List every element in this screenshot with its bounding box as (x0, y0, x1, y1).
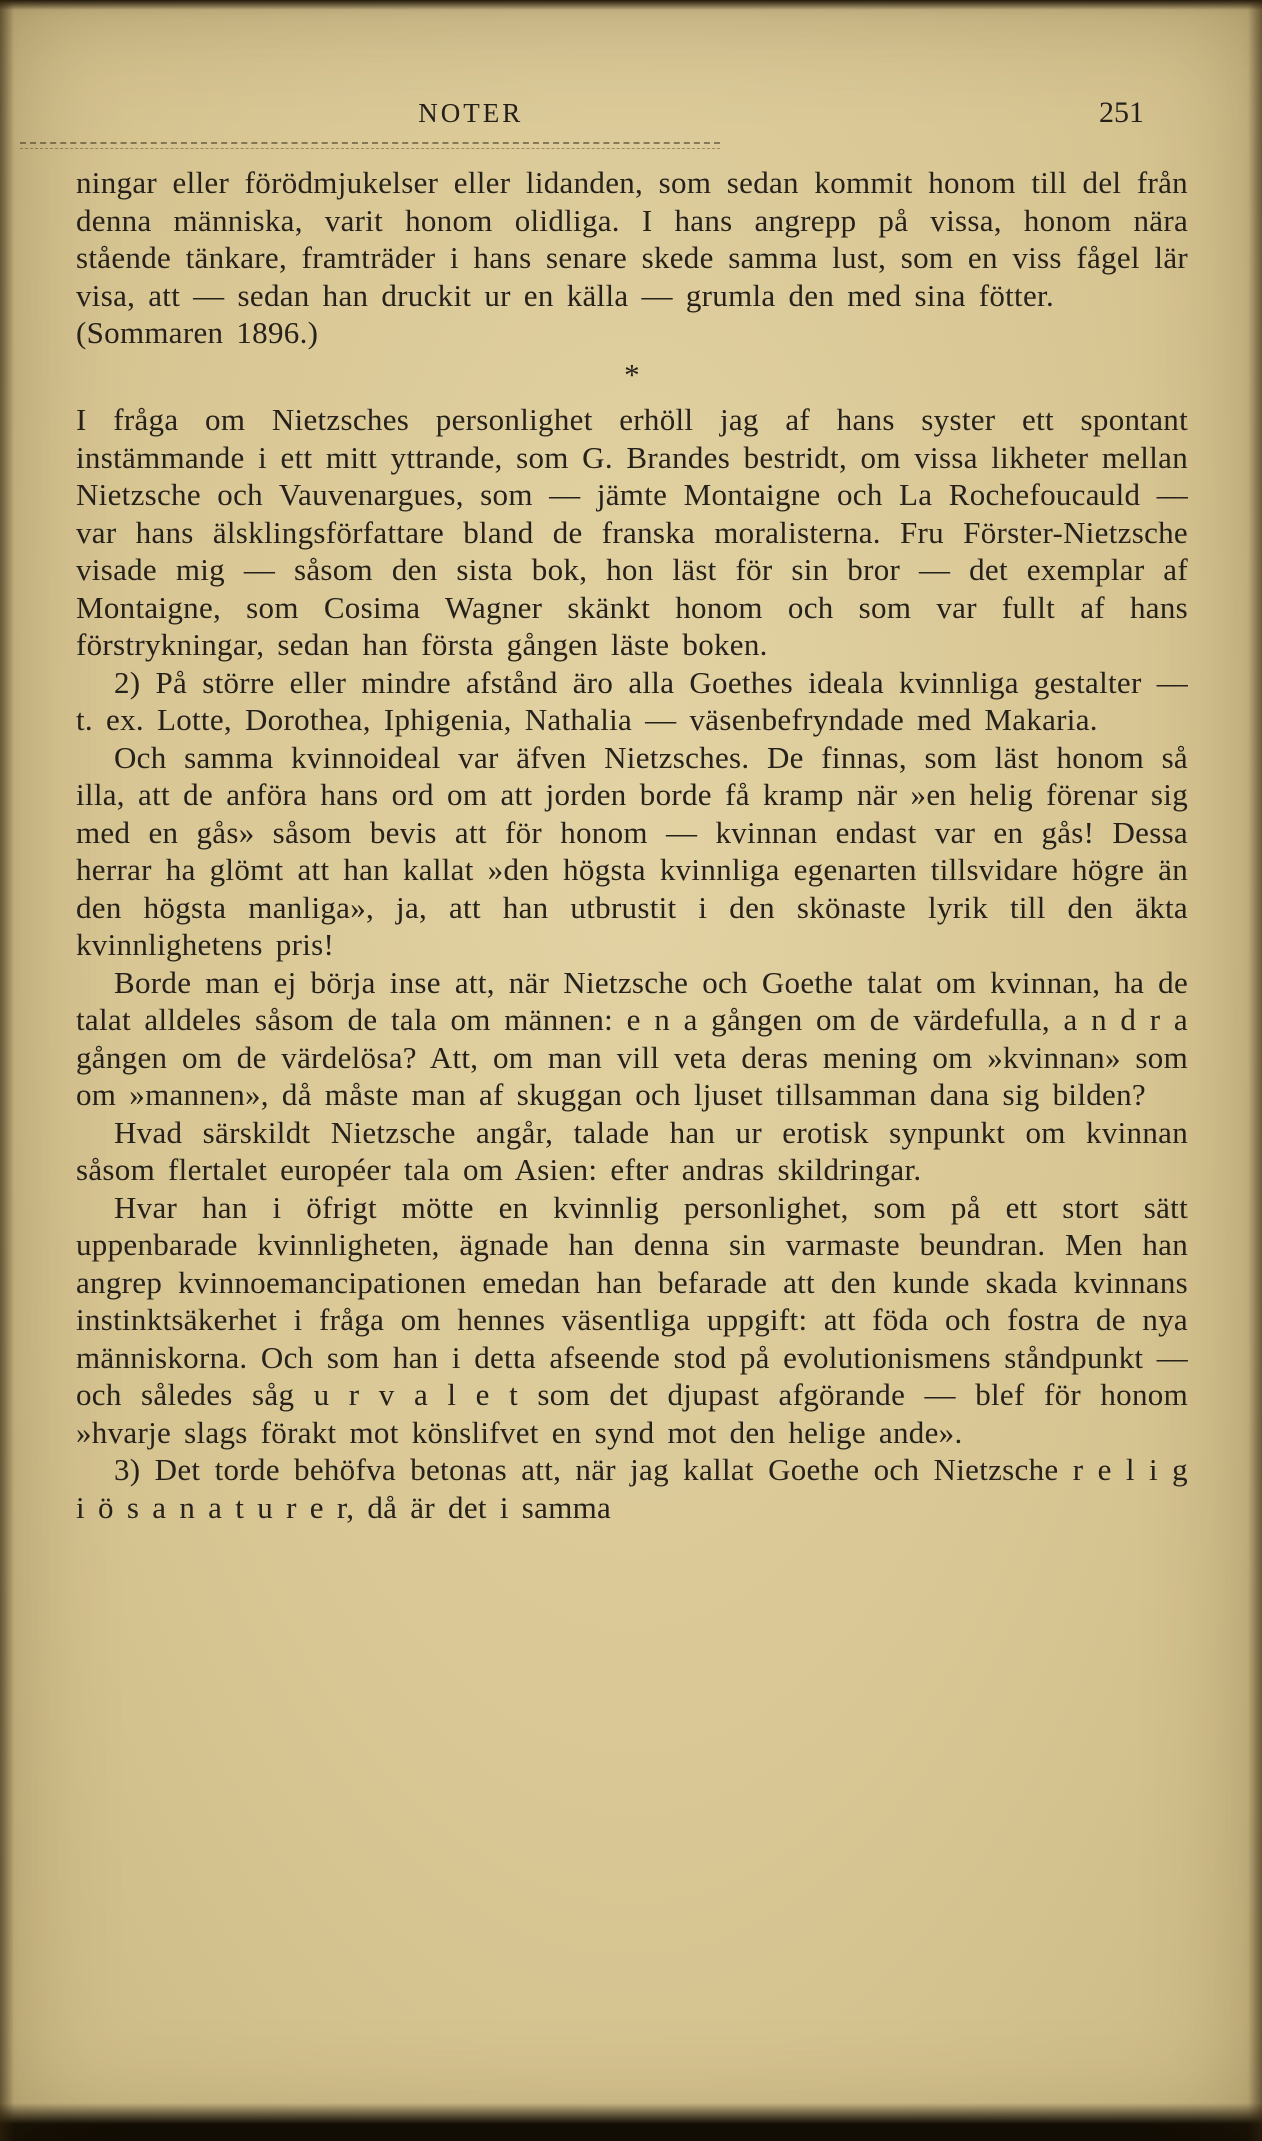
paragraph: (Sommaren 1896.) (76, 315, 319, 350)
paragraph: Och samma kvinnoideal var äfven Nietzsches. De finnas, som läst honom så illa, att de anföra hans ord om att jorden borde få kramp när »en helig förenar sig med en gås» såsom bevis att för honom — kvinnan endast var en gås! Dessa herrar ha glömt att han kallat »den högsta kvinnliga egenarten tillsvidare högre än den högsta manliga», ja, att han utbrustit i den skönaste lyrik till den äkta kvinnlighetens pris! (76, 739, 1188, 962)
section-divider-asterisk: * (624, 356, 640, 392)
page-number: 251 (1099, 96, 1144, 129)
paragraph: Borde man ej börja inse att, när Nietzsche och Goethe talat om kvinnan, ha de talat alldeles såsom de tala om männen: e n a gången om de värdefulla, a n d r a gången om de värdelösa? Att, om man vill veta deras mening om »kvinnan» som om »mannen», då måste man af skuggan och ljuset tillsamman dana sig bilden? (76, 964, 1188, 1112)
scan-edge-bottom (0, 2103, 1262, 2141)
text-block (76, 96, 1188, 1526)
paragraph: 2) På större eller mindre afstånd äro alla Goethes ideala kvinnliga gestalter — t. ex. Lotte, Dorothea, Iphigenia, Nathalia — väsenbefryndade med Makaria. (76, 664, 1188, 737)
paragraph: 3) Det torde behöfva betonas att, när jag kallat Goethe och Nietzsche r e l i g i ö s a n a t u r e r, då är det i samma (76, 1452, 1188, 1525)
paragraph: ningar eller förödmjukelser eller lidanden, som sedan kommit honom till del från denna människa, varit honom olidliga. I hans angrepp på vissa, honom nära stående tänkare, framträder i hans senare skede samma lust, som en viss fågel lär visa, att — sedan han druckit ur en källa — grumla den med sina fötter. (76, 165, 1188, 313)
page-header-title: NOTER (418, 98, 524, 128)
paragraph: I fråga om Nietzsches personlighet erhöll jag af hans syster ett spontant instämmande i ett mitt yttrande, som G. Brandes bestridt, om vissa likheter mellan Nietzsche och Vauvenargues, som — jämte Montaigne och La Rochefoucauld — var hans älsklingsförfattare bland de franska moralisterna. Fru Förster-Nietzsche visade mig — såsom den sista bok, hon läst för sin bror — det exemplar af Montaigne, som Cosima Wagner skänkt honom och som var fullt af hans förstrykningar, sedan han första gången läste boken. (76, 402, 1188, 662)
scan-edge-top (0, 0, 1262, 10)
header-rule (20, 142, 720, 149)
paragraph: Hvad särskildt Nietzsche angår, talade han ur erotisk synpunkt om kvinnan såsom flertalet européer tala om Asien: efter andras skildringar. (76, 1114, 1188, 1187)
paragraph: Hvar han i öfrigt mötte en kvinnlig personlighet, som på ett stort sätt uppenbarade kvinnligheten, ägnade han denna sin varmaste beundran. Men han angrep kvinnoemancipationen emedan han befarade att den kunde skada kvinnans instinktsäkerhet i fråga om hennes väsentliga uppgift: att föda och fostra de nya människorna. Och som han i detta afseende stod på evolutionismens ståndpunkt — och således såg u r v a l e t som det djupast afgörande — blef för honom »hvarje slags förakt mot könslifvet en synd mot den helige ande». (76, 1189, 1188, 1450)
scan-edge-left (0, 0, 14, 2141)
scan-edge-right (1248, 0, 1262, 2141)
page-text (76, 164, 1188, 1526)
page-header (76, 96, 1188, 140)
